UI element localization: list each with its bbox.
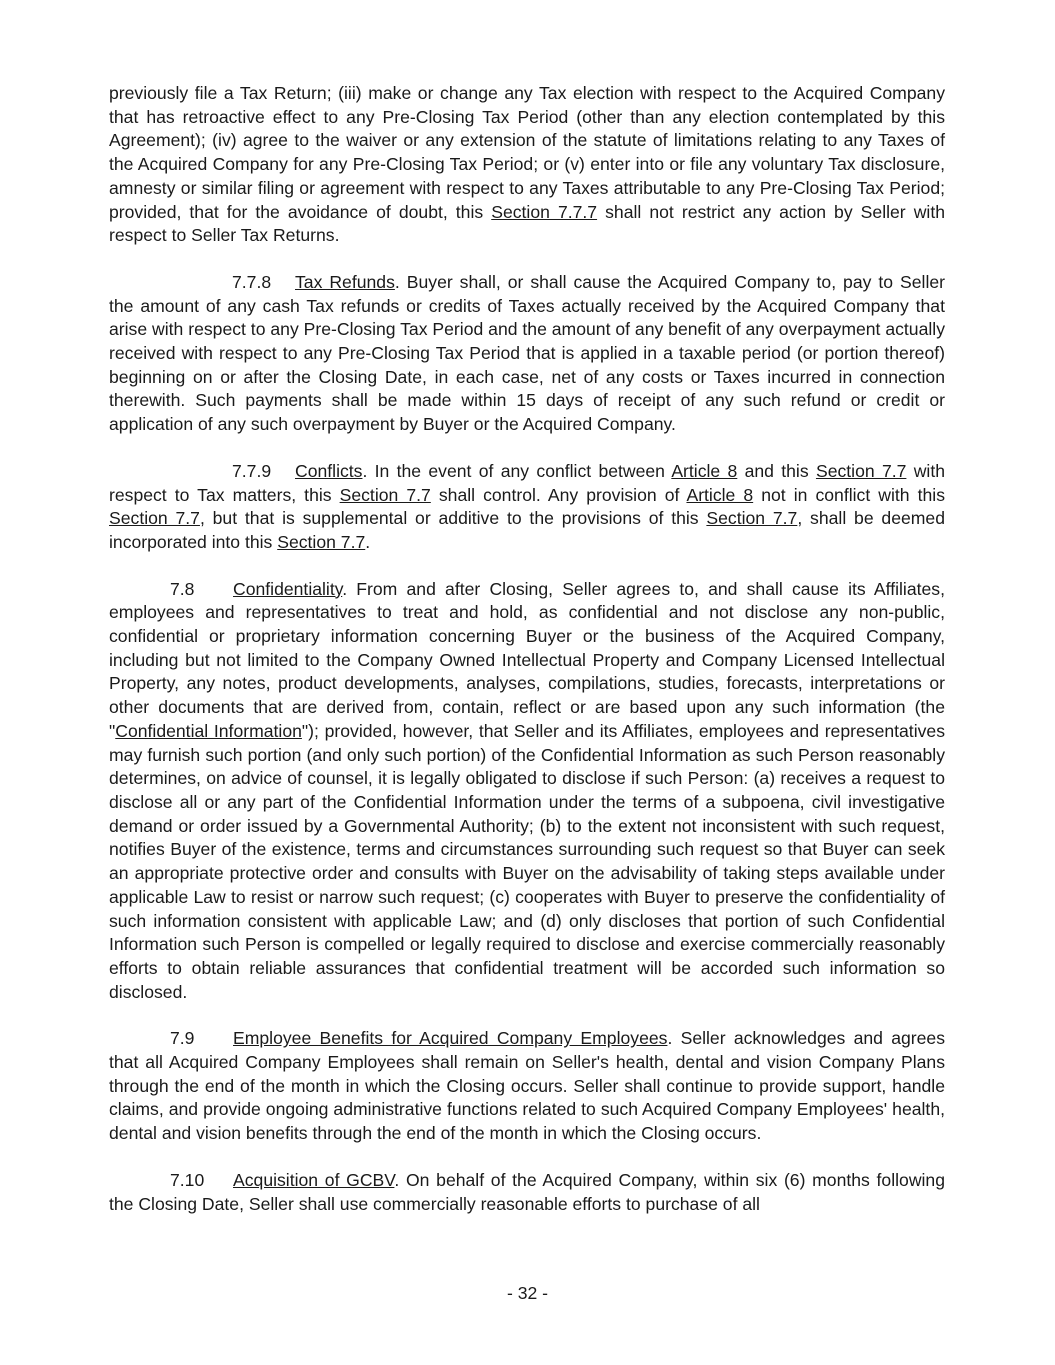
article-reference: Article 8 [686,484,754,505]
section-body: and this [737,460,816,481]
section-body: . In the event of any conflict between [362,460,672,481]
section-reference: Section 7.7 [277,531,366,552]
section-body: , shall be deemed incorporated into this [109,508,945,552]
section-heading: Acquisition of GCBV [233,1169,395,1190]
paragraph-text: previously file a Tax Return; (iii) make or change any Tax election with respect to the Acquired Company that has retroactive effect to any Pre-Closing Tax Period (other than any election contemplated by this Agreement); (iv) agree to the waiver or any extension of the statute of limitations relating to any Taxes of the Acquired Company for any Pre-Closing Tax Period; or (v) enter into or file any voluntary Tax disclosure, amnesty or similar filing or agreement with respect to any Taxes attributable to any Pre-Closing Tax Period; provided, that for the avoidance of doubt, this [109,83,945,222]
page-number: - 32 - [506,1283,549,1303]
section-heading: Employee Benefits for Acquired Company Employees [233,1028,668,1049]
section-reference: Section 7.7 [815,460,907,481]
section-number: 7.7.9 [232,460,272,481]
section-heading: Conflicts [295,460,363,481]
section-7-10 [109,1169,945,1216]
section-reference: Section 7.7 [109,508,200,529]
section-7-9 [109,1027,945,1146]
section-number: 7.7.8 [232,271,272,292]
paragraph-7-7-7-continued [109,82,945,248]
section-body: with respect to Tax matters, this [109,460,945,505]
section-number: 7.8 [170,578,195,599]
section-number: 7.9 [170,1028,195,1049]
section-body: "); provided, however, that Seller and its Affiliates, employees and representatives may furnish such portion (and only such portion) of the Confidential Information as such Person reasonably determines, on advice of counsel, it is legally obligated to disclose if such Person: (a) receives a request to disclose all or any part of the Confidential Information under the terms of a subpoena, civil investigative demand or order issued by a Governmental Authority; (b) to the extent not inconsistent with such request, notifies Buyer of the existence, terms and circumstances surrounding such request so that Buyer can seek an appropriate protective order and consults with Buyer on the advisability of taking steps available under applicable Law to resist or narrow such request; (c) cooperates with Buyer to preserve the confidentiality of such information consistent with applicable Law; and (d) only discloses that portion of such Confidential Information such Person is compelled or legally required to disclose and exercise commercially reasonably efforts to obtain reliable assurances that confidential treatment will be accorded such information so disclosed. [109,720,945,1002]
section-reference: Section 7.7 [706,508,798,529]
section-7-8 [109,578,945,1005]
paragraph-text: shall not restrict any action by Seller with respect to Seller Tax Returns. [109,201,945,246]
section-body: , but that is supplemental or additive to the provisions of this [199,508,707,529]
section-body: . [365,531,371,552]
document-page [109,82,945,1239]
section-7-7-9 [109,460,945,555]
section-body: . From and after Closing, Seller agrees to, and shall cause its Affiliates, employees and representatives to treat and hold, as confidential and not disclose any non-public, confidential or proprietary information concerning Buyer or the business of the Acquired Company, including but not limited to the Company Owned Intellectual Property and Company Licensed Intellectual Property, any notes, product developments, analyses, compilations, studies, forecasts, interpretations or other documents that are derived from, contain, reflect or are based upon any such information (the " [109,578,945,741]
section-body: . Seller acknowledges and agrees that all Acquired Company Employees shall remain on Seller's health, dental and vision Company Plans through the end of the month in which the Closing occurs. Seller shall continue to provide support, handle claims, and provide ongoing administrative functions related to such Acquired Company Employees' health, dental and vision benefits through the end of the month in which the Closing occurs. [109,1028,945,1144]
section-heading: Tax Refunds [295,271,395,292]
section-heading: Confidentiality [233,578,343,599]
section-body: not in conflict with this [753,484,945,505]
section-body: . Buyer shall, or shall cause the Acquired Company to, pay to Seller the amount of any cash Tax refunds or credits of Taxes actually received by the Acquired Company that arise with respect to any Pre-Closing Tax Period and the amount of any benefit of any overpayment actually received with respect to any Pre-Closing Tax Period that is applied in a taxable period (or portion thereof) beginning on or after the Closing Date, in each case, net of any costs or Taxes incurred in connection therewith. Such payments shall be made within 15 days of receipt of any such refund or credit or application of any such overpayment by Buyer or the Acquired Company. [109,271,946,435]
section-body: shall control. Any provision of [430,484,687,505]
section-reference: Section 7.7 [339,484,431,505]
defined-term: Confidential Information [115,720,302,741]
article-reference: Article 8 [671,460,738,481]
section-body: . On behalf of the Acquired Company, within six (6) months following the Closing Date, Seller shall use commercially reasonable efforts to purchase of all [109,1169,945,1214]
section-number: 7.10 [170,1169,205,1190]
section-reference: Section 7.7.7 [491,201,598,222]
section-7-7-8 [109,271,945,437]
